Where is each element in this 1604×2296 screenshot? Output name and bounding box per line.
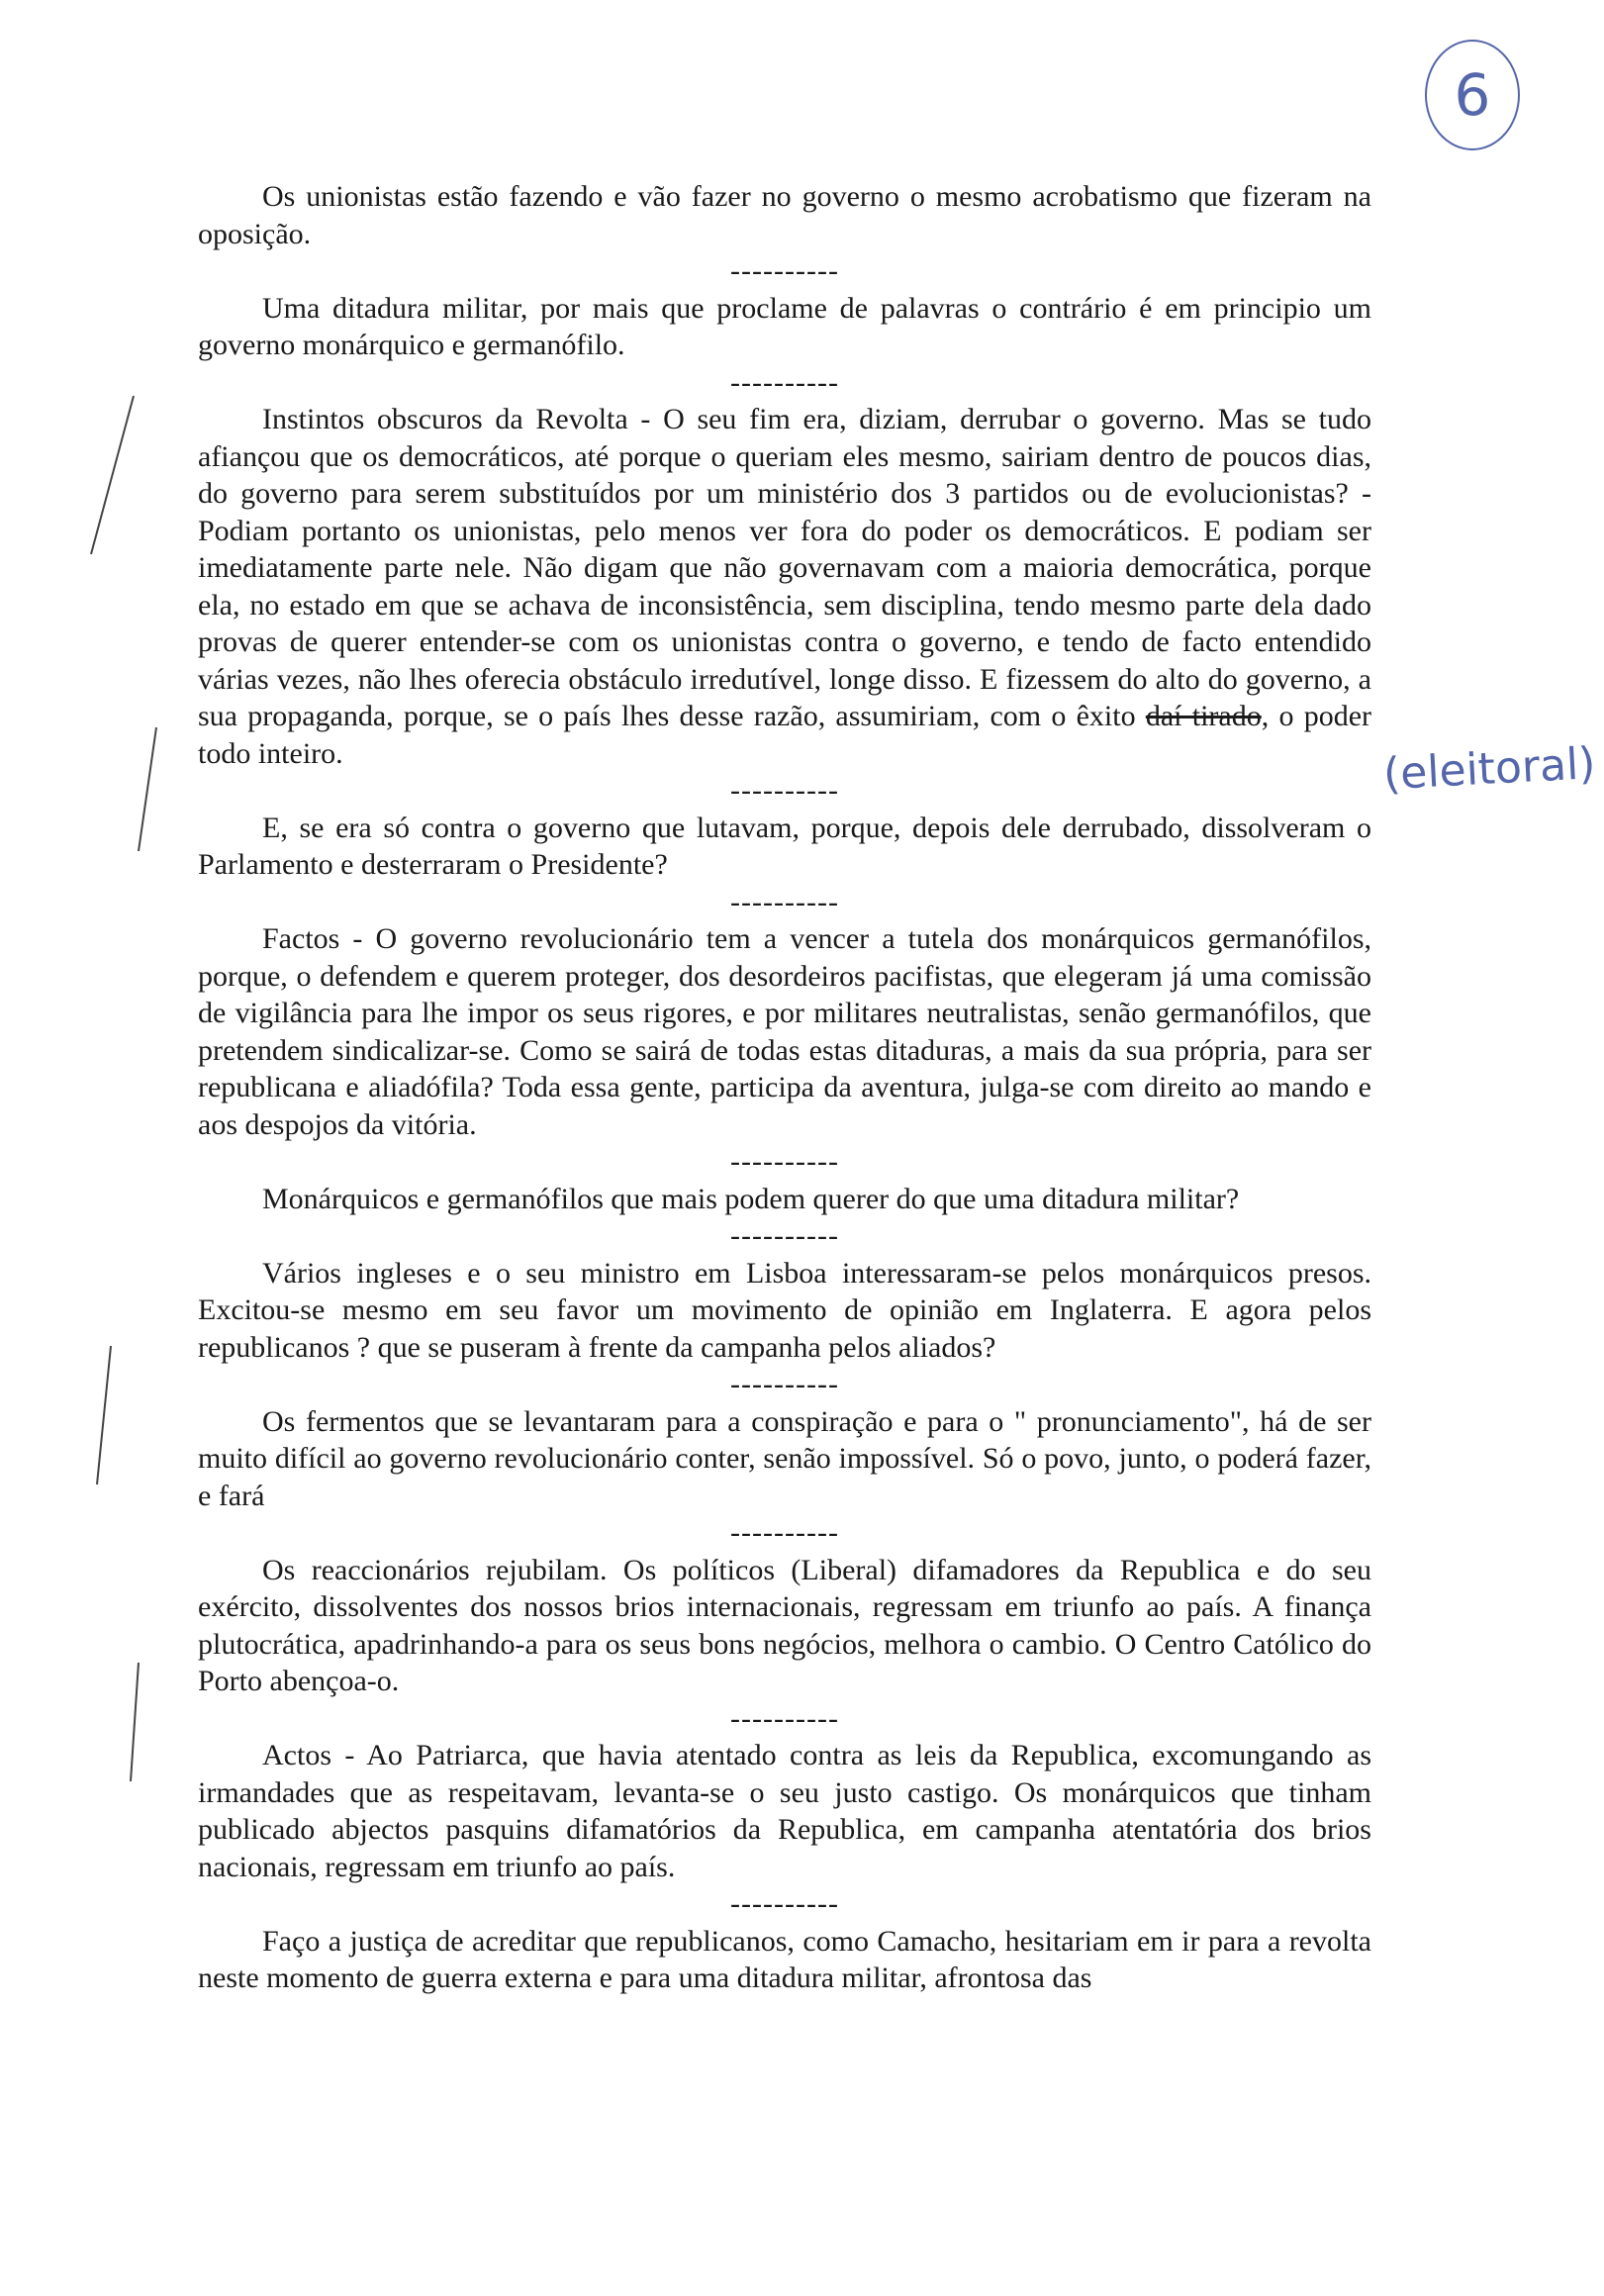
separator: ----------: [730, 885, 839, 918]
paragraph-4: E, se era só contra o governo que lutavam, porque, depois dele derrubado, dissolveram o Parlamento e desterraram o Presidente?: [198, 811, 1371, 881]
separator: ----------: [730, 1701, 839, 1735]
paragraph-10: Actos - Ao Patriarca, que havia atentado contra as leis da Republica, excomungando as irmandades que as respeitavam, levanta-se o seu justo castigo. Os monárquicos que tinham publicado abjectos pasquins difamatórios da Republica, em campanha atentatória dos brios nacionais, regressam em triunfo ao país.: [198, 1739, 1371, 1883]
struck-text: daí tirado: [1145, 700, 1262, 732]
separator: ----------: [730, 1887, 839, 1920]
margin-mark-4: [131, 1663, 139, 1781]
paragraph-3: [198, 401, 1371, 772]
separator: ----------: [730, 774, 839, 807]
paragraph-3-text: Instintos obscuros da Revolta - O seu fim era, diziam, derrubar o governo. Mas se tudo afiançou que os democráticos, até porque o queriam eles mesmo, sairiam dentro de poucos dias, do governo para serem substituídos por um ministério dos 3 partidos ou de evolucionistas? - Podiam portanto os unionistas, pelo menos ver fora do poder os democráticos. E podiam ser imediatamente parte nele. Não digam que não governavam com a maioria democrática, porque ela, no estado em que se achava de inconsistência, sem disciplina, tendo mesmo parte dela dado provas de querer entender-se com os unionistas contra o governo, e tendo de facto entendido várias vezes, não lhes oferecia obstáculo irredutível, longe disso. E fizessem do alto do governo, a sua propaganda, porque, se o país lhes desse razão, assumiriam, com o êxito: [198, 403, 1371, 732]
margin-mark-3: [97, 1346, 111, 1484]
separator: ----------: [730, 365, 839, 399]
separator: ----------: [730, 1219, 839, 1252]
paragraph-1: Os unionistas estão fazendo e vão fazer no governo o mesmo acrobatismo que fizeram na oposição.: [198, 180, 1371, 250]
margin-mark-2: [139, 727, 156, 851]
paragraph-8: Os fermentos que se levantaram para a conspiração e para o " pronunciamento", há de ser muito difícil ao governo revolucionário conter, senão impossível. Só o povo, junto, o poderá fazer, e fará: [198, 1404, 1371, 1512]
paragraph-9: Os reaccionários rejubilam. Os políticos (Liberal) difamadores da Republica e do seu exército, dissolventes dos nossos brios internacionais, regressam em triunfo ao país. A finança plutocrática, apadrinhando-a para os seus bons negócios, melhora o cambio. O Centro Católico do Porto abençoa-o.: [198, 1553, 1371, 1697]
separator: ----------: [730, 254, 839, 287]
separator: ----------: [730, 1145, 839, 1178]
separator: ----------: [730, 1516, 839, 1549]
paragraph-6: Monárquicos e germanófilos que mais podem querer do que uma ditadura militar?: [262, 1182, 1240, 1215]
document-body: [198, 178, 1371, 1997]
paragraph-7: Vários ingleses e o seu ministro em Lisboa interessaram-se pelos monárquicos presos. Excitou-se mesmo em seu favor um movimento de opinião em Inglaterra. E agora pelos republicanos ? que se puseram à frente da campanha pelos aliados?: [198, 1256, 1371, 1364]
paragraph-3-end: , o poder todo inteiro.: [198, 700, 1371, 770]
paragraph-5: Factos - O governo revolucionário tem a vencer a tutela dos monárquicos germanófilos, porque, o defendem e querem proteger, dos desordeiros pacifistas, que elegeram já uma comissão de vigilância para lhe impor os seus rigores, e por militares neutralistas, senão germanófilos, que pretendem sindicalizar-se. Como se sairá de todas estas ditaduras, a mais da sua própria, para ser republicana e aliadófila? Toda essa gente, participa da aventura, julga-se com direito ao mando e aos despojos da vitória.: [198, 922, 1371, 1141]
paragraph-11: Faço a justiça de acreditar que republicanos, como Camacho, hesitariam em ir para a revolta neste momento de guerra externa e para uma ditadura militar, afrontosa das: [198, 1924, 1371, 1994]
page-number-circle: [1425, 40, 1520, 150]
paragraph-2: Uma ditadura militar, por mais que proclame de palavras o contrário é em principio um governo monárquico e germanófilo.: [198, 291, 1371, 361]
page-number: 6: [1454, 61, 1491, 129]
margin-annotation: (eleitoral): [1381, 738, 1597, 801]
margin-mark-1: [91, 396, 134, 554]
separator: ----------: [730, 1368, 839, 1400]
